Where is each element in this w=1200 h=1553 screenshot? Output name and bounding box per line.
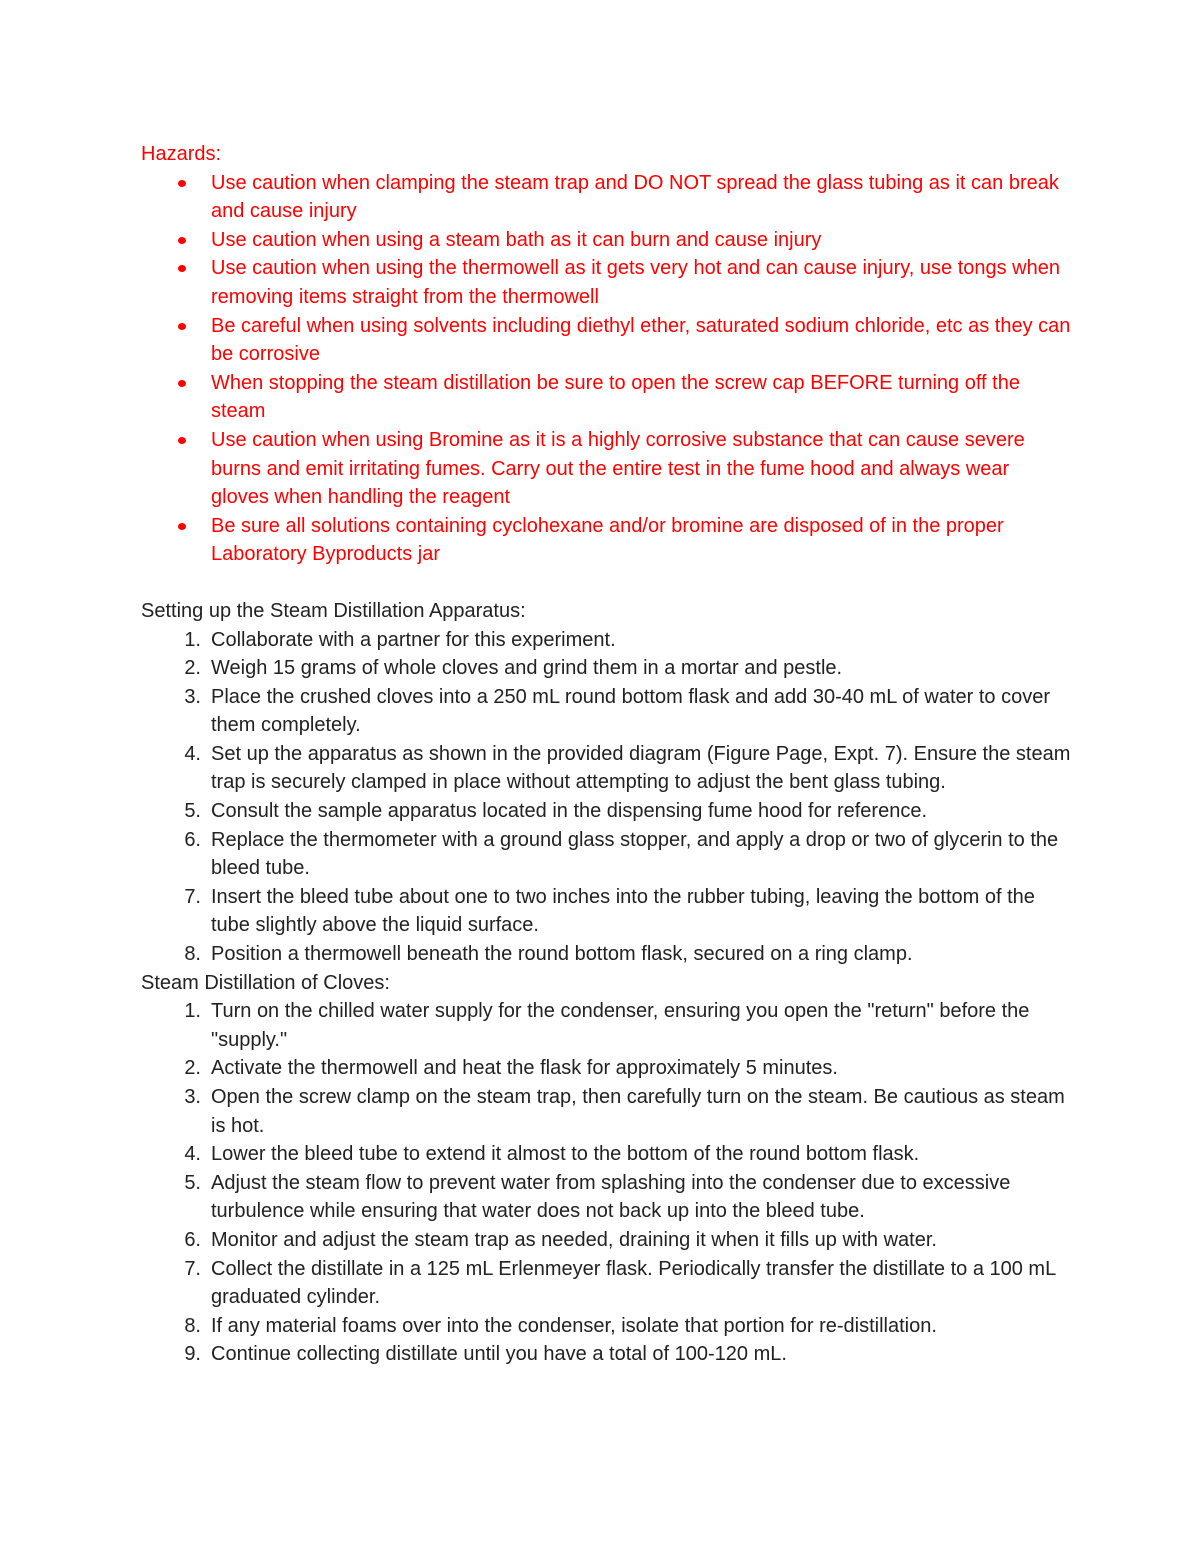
distillation-heading: Steam Distillation of Cloves: [141,971,390,994]
hazard-text: Use caution when using a steam bath as it can burn and cause injury [211,228,822,251]
step-number: 5. [184,1171,201,1194]
step-number: 8. [184,1314,201,1337]
step-text: Continue collecting distillate until you have a total of 100-120 mL. [211,1343,787,1366]
step-text: Activate the thermowell and heat the flask for approximately 5 minutes. [211,1057,838,1080]
step-number: 6. [184,1228,201,1251]
setup-step [141,826,1071,883]
distillation-step [141,1312,1071,1341]
step-number: 4. [184,742,201,765]
step-number: 2. [184,1057,201,1080]
distillation-step [141,1340,1071,1369]
step-text: Replace the thermometer with a ground glass stopper, and apply a drop or two of glycerin to the bleed tube. [211,828,1059,880]
step-text: Consult the sample apparatus located in the dispensing fume hood for reference. [211,800,927,823]
step-number: 9. [184,1343,201,1366]
setup-step [141,626,1071,655]
hazard-text: Be careful when using solvents including diethyl ether, saturated sodium chloride, etc as they can be corrosive [211,314,1071,366]
step-number: 5. [184,800,201,823]
document-content [141,140,1071,1369]
setup-step [141,740,1071,797]
step-text: Monitor and adjust the steam trap as needed, draining it when it fills up with water. [211,1228,937,1251]
step-number: 6. [184,828,201,851]
step-text: Set up the apparatus as shown in the provided diagram (Figure Page, Expt. 7). Ensure the steam trap is securely clamped in place without attempting to adjust the bent glass tubing. [211,742,1071,794]
step-text: Open the screw clamp on the steam trap, then carefully turn on the steam. Be cautious as steam is hot. [211,1086,1065,1137]
step-text: Collaborate with a partner for this experiment. [211,628,616,651]
step-number: 1. [184,1000,201,1023]
bullet-icon [178,265,186,272]
distillation-step [141,1255,1071,1312]
step-text: Position a thermowell beneath the round bottom flask, secured on a ring clamp. [211,943,913,966]
setup-step [141,940,1071,969]
step-number: 2. [184,657,201,680]
bullet-icon [178,523,186,530]
hazard-text: Use caution when using the thermowell as it gets very hot and can cause injury, use tongs when removing items straight from the thermowell [211,257,1060,308]
hazards-list [141,169,1071,569]
step-number: 4. [184,1143,201,1166]
hazard-item [141,512,1071,569]
bullet-icon [178,437,186,444]
hazard-text: Be sure all solutions containing cyclohexane and/or bromine are disposed of in the proper Laboratory Byproducts jar [211,514,1004,566]
step-number: 3. [184,1086,201,1108]
step-text: Adjust the steam flow to prevent water from splashing into the condenser due to excessive turbulence while ensuring that water does not back up into the bleed tube. [211,1171,1011,1223]
distillation-step [141,1054,1071,1083]
distillation-step [141,1169,1071,1226]
step-text: Place the crushed cloves into a 250 mL round bottom flask and add 30-40 mL of water to cover them completely. [211,685,1050,737]
setup-step [141,797,1071,826]
setup-step [141,654,1071,683]
distillation-step [141,1083,1071,1140]
step-text: Collect the distillate in a 125 mL Erlenmeyer flask. Periodically transfer the distillate to a 100 mL graduated cylinder. [211,1257,1056,1309]
step-number: 7. [184,1257,201,1280]
distillation-step [141,997,1071,1054]
bullet-icon [178,380,186,387]
distillation-step [141,1226,1071,1255]
distillation-steps-list [141,997,1071,1369]
hazard-item [141,169,1071,226]
hazard-item [141,369,1071,426]
hazard-item [141,426,1071,512]
step-text: Turn on the chilled water supply for the condenser, ensuring you open the "return" before the "supply." [211,1000,1030,1051]
hazards-heading: Hazards: [141,143,222,165]
section-spacer [141,569,1071,597]
hazard-item [141,226,1071,255]
step-number: 8. [184,943,201,966]
hazard-item [141,312,1071,369]
bullet-icon [178,180,186,187]
hazard-text: Use caution when using Bromine as it is a highly corrosive substance that can cause severe burns and emit irritating fumes. Carry out the entire test in the fume hood and always wear gloves when handling the reagent [211,428,1025,509]
hazard-item [141,254,1071,311]
step-text: Insert the bleed tube about one to two inches into the rubber tubing, leaving the bottom of the tube slightly above the liquid surface. [211,885,1035,937]
step-number: 1. [184,628,201,651]
hazard-text: Use caution when clamping the steam trap and DO NOT spread the glass tubing as it can break and cause injury [211,171,1059,223]
step-number: 7. [184,885,201,908]
setup-steps-list [141,626,1071,969]
hazard-text: When stopping the steam distillation be sure to open the screw cap BEFORE turning off the steam [211,371,1020,423]
setup-step [141,683,1071,740]
distillation-step [141,1140,1071,1169]
bullet-icon [178,323,186,330]
bullet-icon [178,237,186,244]
step-text: Lower the bleed tube to extend it almost to the bottom of the round bottom flask. [211,1143,920,1166]
setup-heading: Setting up the Steam Distillation Apparatus: [141,599,526,622]
step-number: 3. [184,685,201,708]
step-text: Weigh 15 grams of whole cloves and grind them in a mortar and pestle. [211,657,843,680]
setup-step [141,883,1071,940]
step-text: If any material foams over into the condenser, isolate that portion for re-distillation. [211,1314,937,1337]
